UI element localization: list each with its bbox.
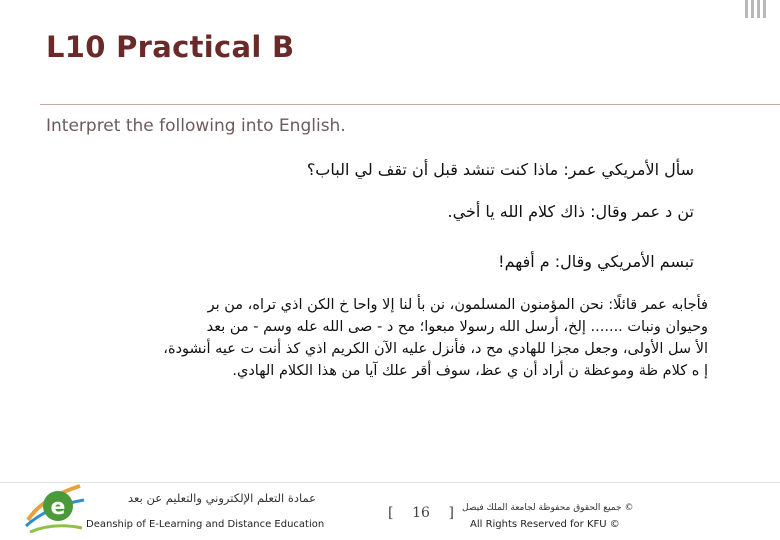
paragraph-line: فأجابه عمر قائلًا: نحن المؤمنون المسلمون، نن بأ لنا إلا واحا خ الكن اذي تراه، من بر	[207, 297, 708, 313]
paragraph-line: وحيوان ونبات ....... إلخ، أرسل الله رسولا مبعوا؛ مح د - صى الله عله وسم - من بعد	[206, 319, 708, 335]
arabic-line-3: تبسم الأمريكي وقال: م أفهم!	[498, 252, 694, 271]
deanship-name-arabic: عمادة التعلم الإلكتروني والتعليم عن بعد	[128, 491, 316, 505]
paragraph-line: إ ه كلام ظة وموعظة ن أراد أن ي عظ، سوف أقر علك آيا من هذا الكلام الهادي.	[232, 363, 708, 379]
page-number	[388, 505, 454, 521]
paragraph-line: الأ سل الأولى، وجعل مجزا للهادي مح د، فأنزل عليه الآن الكريم اذي كذ أنت ت عيه أنشودة،	[163, 341, 708, 357]
svg-text:e: e	[50, 495, 66, 520]
bracket-open: [	[388, 505, 394, 521]
arabic-paragraph	[58, 294, 708, 382]
slide-title: L10 Practical B	[46, 30, 295, 64]
arabic-line-2: تن د عمر وقال: ذاك كلام الله يا أخي.	[447, 202, 694, 221]
copyright-arabic: جميع الحقوق محفوظة لجامعة الملك فيصل ©	[462, 503, 634, 513]
instruction-text: Interpret the following into English.	[46, 116, 346, 136]
copyright-english: All Rights Reserved for KFU ©	[470, 519, 620, 530]
page-number-value: 16	[412, 505, 430, 521]
arabic-line-1: سأل الأمريكي عمر: ماذا كنت تنشد قبل أن تقف لي الباب؟	[306, 160, 694, 179]
deanship-logo-icon	[22, 476, 88, 536]
footer-divider	[0, 482, 780, 483]
deanship-name-english: Deanship of E-Learning and Distance Education	[86, 519, 325, 530]
bracket-close: ]	[448, 505, 454, 521]
title-divider	[40, 104, 780, 105]
corner-decoration	[742, 0, 766, 18]
